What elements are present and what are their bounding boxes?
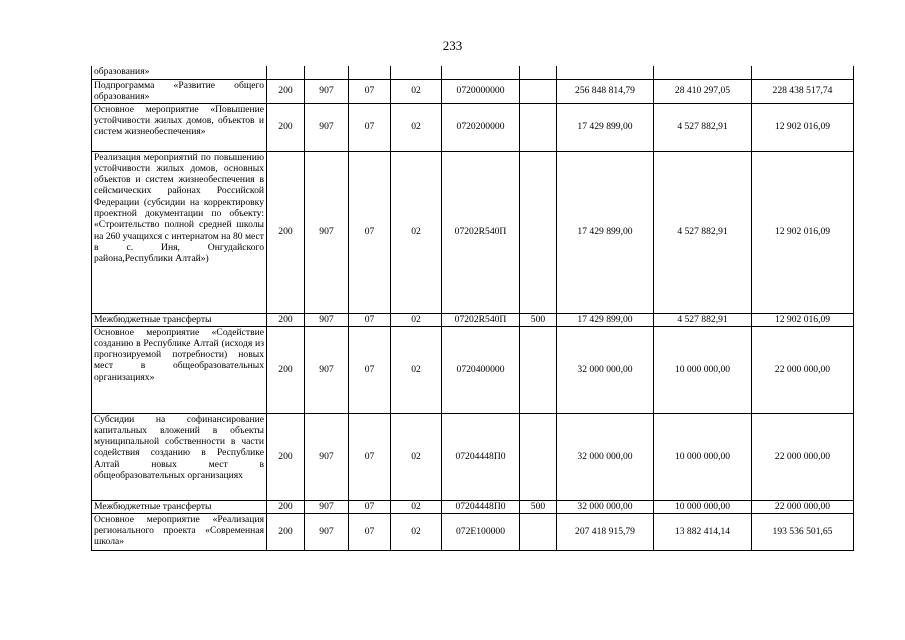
- cell-sum-total: 32 000 000,00: [557, 413, 654, 500]
- cell-target: 07202R540П: [442, 151, 520, 313]
- cell-sum-total: 17 429 899,00: [557, 103, 654, 151]
- table-row: [92, 500, 854, 513]
- cell-section: 07: [349, 313, 391, 326]
- cell-sum-total: 17 429 899,00: [557, 313, 654, 326]
- cell-vr: [520, 513, 557, 550]
- cell-subsection: 02: [391, 151, 442, 313]
- table-row: [92, 313, 854, 326]
- cell-admin: 200: [267, 79, 305, 103]
- cell-admin: 200: [267, 103, 305, 151]
- cell-sum-regional: 22 000 000,00: [752, 500, 854, 513]
- cell-ministry: 907: [305, 500, 349, 513]
- cell-admin: 200: [267, 413, 305, 500]
- cell-subsection: 02: [391, 413, 442, 500]
- cell-section: 07: [349, 413, 391, 500]
- cell-sum-regional: 12 902 016,09: [752, 103, 854, 151]
- cell-sum-total: [557, 66, 654, 79]
- cell-sum-regional: 193 536 501,65: [752, 513, 854, 550]
- cell-section: 07: [349, 79, 391, 103]
- row-name: Межбюджетные трансферты: [92, 500, 267, 513]
- cell-vr: 500: [520, 500, 557, 513]
- cell-target: [442, 66, 520, 79]
- cell-admin: 200: [267, 326, 305, 413]
- cell-ministry: 907: [305, 513, 349, 550]
- cell-vr: [520, 79, 557, 103]
- cell-subsection: 02: [391, 326, 442, 413]
- cell-vr: 500: [520, 313, 557, 326]
- cell-ministry: 907: [305, 79, 349, 103]
- cell-admin: 200: [267, 151, 305, 313]
- cell-subsection: 02: [391, 513, 442, 550]
- table-row: [92, 66, 854, 79]
- cell-sum-total: 32 000 000,00: [557, 326, 654, 413]
- cell-sum-total: 17 429 899,00: [557, 151, 654, 313]
- row-name: Реализация мероприятий по повышению устойчивости жилых домов, основных объектов и систем жизнеобеспечения в сейсмических районах Российской Федерации (субсидии на корректировку проектной документации по объекту: «Строительство полной средней школы на 260 учащихся с интернатом на 80 мест в с. Иня, Онгудайского района,Республики Алтай»): [92, 151, 267, 313]
- row-name: Подпрограмма «Развитие общего образования»: [92, 79, 267, 103]
- row-name: Основное мероприятие «Содействие созданию в Республике Алтай (исходя из прогнозируемой потребности) новых мест в общеобразовательных организациях»: [92, 326, 267, 413]
- row-name: Субсидии на софинансирование капитальных вложений в объекты муниципальной собственности в части содействия созданию в Республике Алтай новых мест в общеобразовательных организациях: [92, 413, 267, 500]
- cell-section: 07: [349, 151, 391, 313]
- cell-subsection: 02: [391, 79, 442, 103]
- cell-section: 07: [349, 103, 391, 151]
- cell-admin: 200: [267, 313, 305, 326]
- cell-sum-federal: 13 882 414,14: [654, 513, 752, 550]
- cell-target: 0720200000: [442, 103, 520, 151]
- cell-admin: 200: [267, 513, 305, 550]
- table-row: [92, 413, 854, 500]
- cell-sum-federal: 10 000 000,00: [654, 500, 752, 513]
- table-row: [92, 513, 854, 550]
- table-row: [92, 79, 854, 103]
- cell-sum-total: 32 000 000,00: [557, 500, 654, 513]
- table-row: [92, 103, 854, 151]
- table-row: [92, 326, 854, 413]
- cell-sum-regional: 22 000 000,00: [752, 413, 854, 500]
- table-body: [92, 66, 854, 550]
- cell-sum-federal: 10 000 000,00: [654, 413, 752, 500]
- cell-target: 07204448П0: [442, 413, 520, 500]
- row-name: Межбюджетные трансферты: [92, 313, 267, 326]
- cell-section: 07: [349, 326, 391, 413]
- cell-sum-federal: 4 527 882,91: [654, 313, 752, 326]
- budget-table: [91, 66, 854, 551]
- cell-ministry: 907: [305, 326, 349, 413]
- cell-subsection: 02: [391, 313, 442, 326]
- cell-target: 07204448П0: [442, 500, 520, 513]
- cell-vr: [520, 66, 557, 79]
- cell-target: 072E100000: [442, 513, 520, 550]
- cell-sum-regional: 12 902 016,09: [752, 313, 854, 326]
- cell-section: 07: [349, 500, 391, 513]
- cell-admin: 200: [267, 500, 305, 513]
- cell-ministry: [305, 66, 349, 79]
- cell-sum-regional: 22 000 000,00: [752, 326, 854, 413]
- cell-subsection: 02: [391, 103, 442, 151]
- cell-vr: [520, 151, 557, 313]
- cell-sum-total: 207 418 915,79: [557, 513, 654, 550]
- cell-subsection: 02: [391, 500, 442, 513]
- cell-ministry: 907: [305, 151, 349, 313]
- row-name: образования»: [92, 66, 267, 79]
- cell-section: [349, 66, 391, 79]
- cell-target: 07202R540П: [442, 313, 520, 326]
- cell-sum-federal: 28 410 297,05: [654, 79, 752, 103]
- cell-sum-federal: 4 527 882,91: [654, 103, 752, 151]
- cell-sum-total: 256 848 814,79: [557, 79, 654, 103]
- cell-target: 0720000000: [442, 79, 520, 103]
- page-number: 233: [442, 38, 463, 53]
- cell-ministry: 907: [305, 313, 349, 326]
- cell-target: 0720400000: [442, 326, 520, 413]
- cell-ministry: 907: [305, 103, 349, 151]
- cell-ministry: 907: [305, 413, 349, 500]
- cell-sum-federal: 4 527 882,91: [654, 151, 752, 313]
- row-name: Основное мероприятие «Реализация регионального проекта «Современная школа»: [92, 513, 267, 550]
- cell-vr: [520, 413, 557, 500]
- row-name: Основное мероприятие «Повышение устойчивости жилых домов, объектов и систем жизнеобеспечения»: [92, 103, 267, 151]
- cell-vr: [520, 326, 557, 413]
- cell-vr: [520, 103, 557, 151]
- cell-subsection: [391, 66, 442, 79]
- cell-sum-regional: 228 438 517,74: [752, 79, 854, 103]
- cell-sum-regional: 12 902 016,09: [752, 151, 854, 313]
- cell-admin: [267, 66, 305, 79]
- cell-sum-federal: [654, 66, 752, 79]
- cell-section: 07: [349, 513, 391, 550]
- cell-sum-federal: 10 000 000,00: [654, 326, 752, 413]
- table-row: [92, 151, 854, 313]
- cell-sum-regional: [752, 66, 854, 79]
